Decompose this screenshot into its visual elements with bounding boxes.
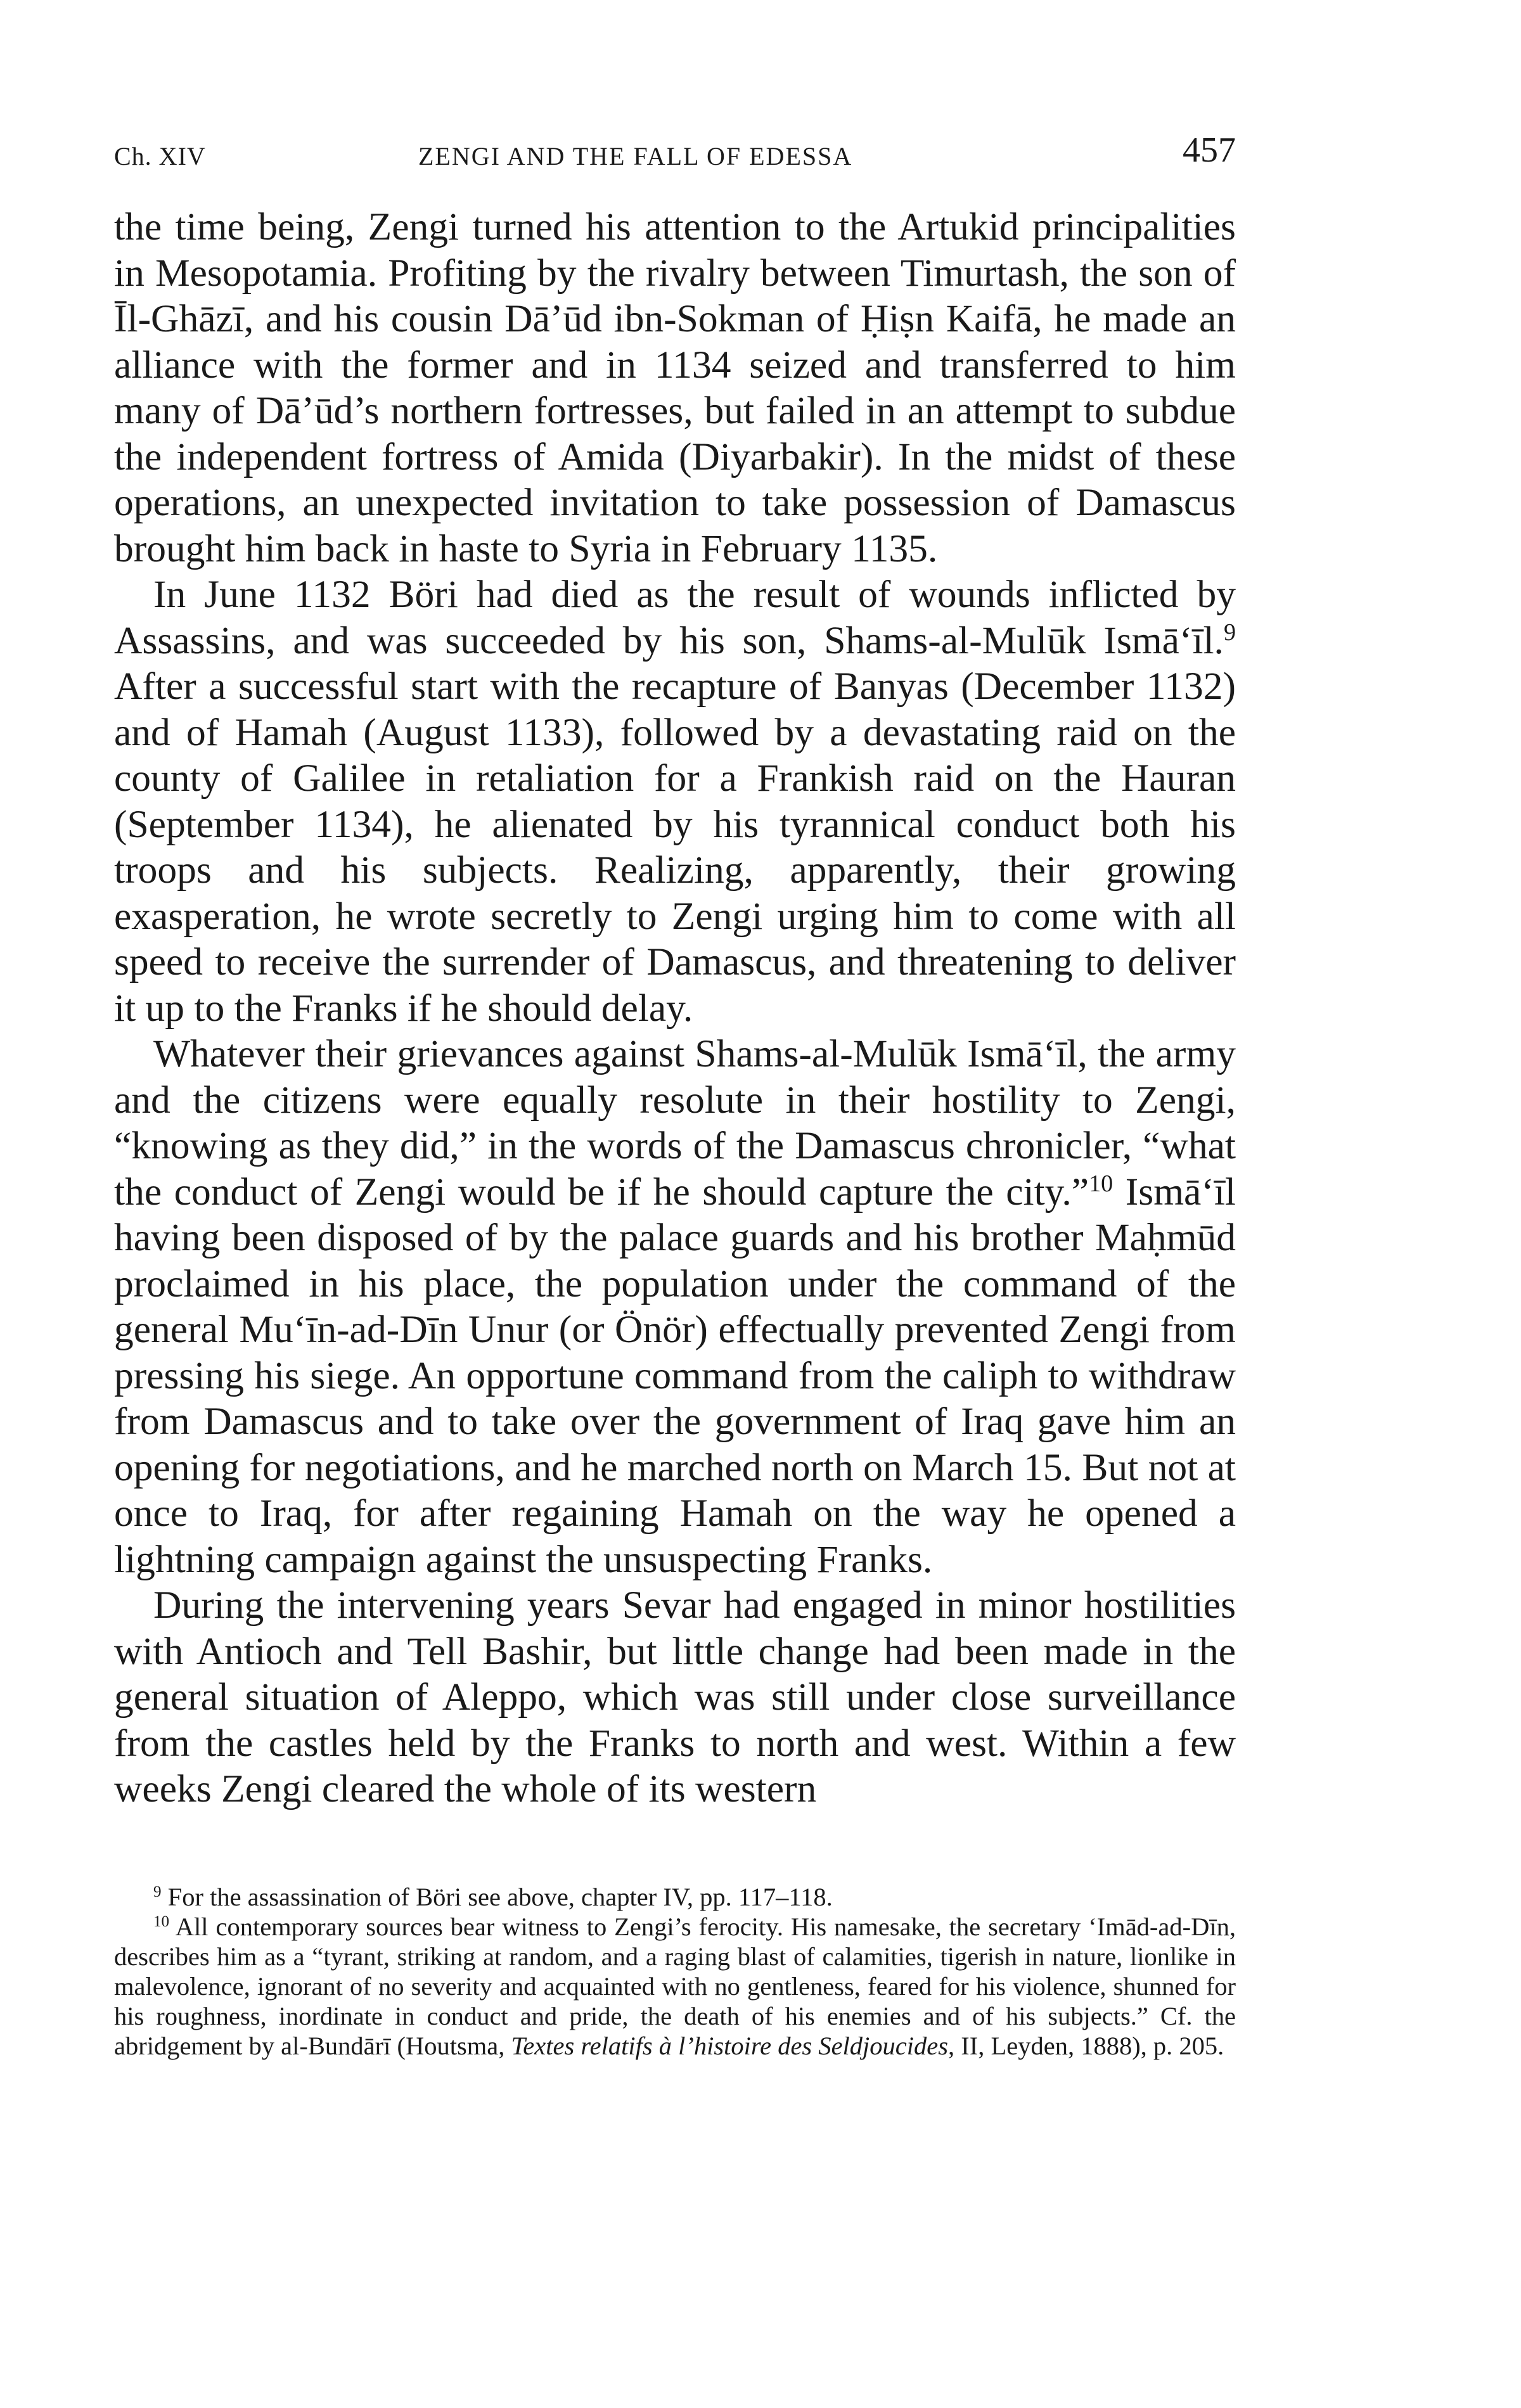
footnote-10-title: Textes relatifs à l’histoire des Seldjoucides bbox=[511, 2032, 949, 2060]
page-number: 457 bbox=[1183, 131, 1236, 170]
paragraph-3-text: Whatever their grievances against Shams-al-Mulūk Ismā‘īl, the army and the citizens were equally resolute in their hostility to Zengi, “knowing as they did,” in the words of the Damascus chronicler, “what the conduct of Zengi would be if he should capture the city.” bbox=[114, 1032, 1236, 1214]
main-text bbox=[114, 204, 1236, 1812]
footnote-9-number: 9 bbox=[153, 1883, 162, 1901]
paragraph-4: During the intervening years Sevar had engaged in minor hostilities with Antioch and Tell Bashir, but little change had been made in the general situation of Aleppo, which was still under close surveillance from the castles held by the Franks to north and west. Within a few weeks Zengi cleared the whole of its western bbox=[114, 1584, 1236, 1810]
chapter-label: Ch. XIV bbox=[114, 142, 206, 170]
footnote-10-end: , II, Leyden, 1888), p. 205. bbox=[948, 2032, 1224, 2060]
footnote-9-text: For the assassination of Böri see above, chapter IV, pp. 117–118. bbox=[161, 1883, 833, 1911]
footnote-10 bbox=[114, 1912, 1236, 2061]
paragraph-1: the time being, Zengi turned his attention to the Artukid principalities in Mesopotamia. Profiting by the rivalry between Timurtash, the son of Īl-Ghāzī, and his cousin Dā’ūd ibn-Sokman of Ḥiṣn Kaifā, he made an alliance with the former and in 1134 seized and transferred to him many of Dā’ūd’s northern fortresses, but failed in an attempt to subdue the independent fortress of Amida (Diyarbakir). In the midst of these operations, an unexpected invitation to take possession of Damascus brought him back in haste to Syria in February 1135. bbox=[114, 205, 1236, 570]
paragraph-3 bbox=[114, 1031, 1236, 1582]
footnote-ref-10: 10 bbox=[1089, 1170, 1113, 1197]
footnote-ref-9: 9 bbox=[1223, 618, 1236, 646]
paragraph-2 bbox=[114, 572, 1236, 1031]
running-title: ZENGI AND THE FALL OF EDESSA bbox=[418, 142, 853, 170]
footnote-9 bbox=[114, 1882, 1236, 1912]
footnote-10-text: All contemporary sources bear witness to Zengi’s ferocity. His namesake, the secretary ‘Imād-ad-Dīn, describes him as a “tyrant, striking at random, and a raging blast of calamities, tigerish in nature, lionlike in malevolence, ignorant of no severity and acquainted with no gentleness, feared for his violence, shunned for his roughness, inordinate in conduct and pride, the death of his enemies and of his subjects.” Cf. the abridgement by al-Bundārī (Houtsma, bbox=[114, 1912, 1236, 2060]
paragraph-2-rest: After a successful start with the recapture of Banyas (December 1132) and of Hamah (August 1133), followed by a devastating raid on the county of Galilee in retaliation for a Frankish raid on the Hauran (September 1134), he alienated by his tyrannical conduct both his troops and his subjects. Realizing, apparently, their growing exasperation, he wrote secretly to Zengi urging him to come with all speed to receive the surrender of Damascus, and threatening to deliver it up to the Franks if he should delay. bbox=[114, 665, 1236, 1030]
paragraph-3-rest: Ismā‘īl having been disposed of by the palace guards and his brother Maḥmūd proclaimed in his place, the population under the command of the general Mu‘īn-ad-Dīn Unur (or Önör) effectually prevented Zengi from pressing his siege. An opportune command from the caliph to withdraw from Damascus and to take over the government of Iraq gave him an opening for negotiations, and he marched north on March 15. But not at once to Iraq, for after regaining Hamah on the way he opened a lightning campaign against the unsuspecting Franks. bbox=[114, 1170, 1236, 1581]
paragraph-2-text: In June 1132 Böri had died as the result of wounds inflicted by Assassins, and was succeeded by his son, Shams-al-Mulūk Ismā‘īl. bbox=[114, 573, 1236, 662]
footnote-10-number: 10 bbox=[153, 1913, 170, 1931]
footnotes bbox=[114, 1882, 1236, 2061]
running-head bbox=[114, 130, 1236, 181]
